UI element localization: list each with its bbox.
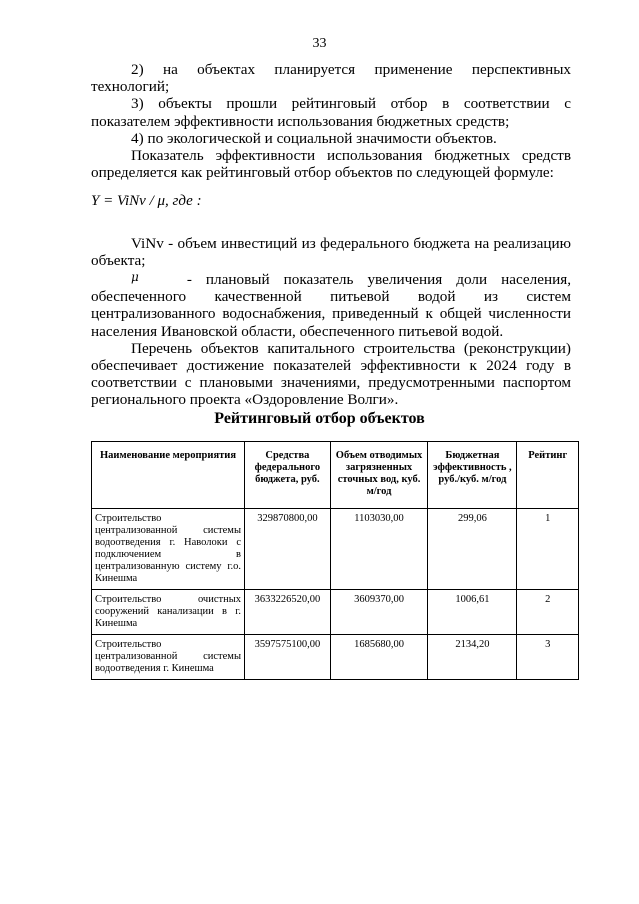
mu-definition: - плановый показатель увеличения доли населения, обеспеченного качественной питьевой водой из систем централизованного водоснабжения, приведенный к общей численности населения Ивановской области, обеспеченного питьевой водой.	[91, 271, 571, 340]
paragraph: 3) объекты прошли рейтинговый отбор в соответствии с показателем эффективности использования бюджетных средств;	[91, 95, 571, 130]
paragraph: Перечень объектов капитального строительства (реконструкции) обеспечивает достижение показателей эффективности к 2024 году в соответствии с плановыми значениями, предусмотренными паспортом регионального проекта «Оздоровление Волги».	[91, 339, 571, 409]
column-header: Рейтинг	[517, 442, 579, 509]
table-cell: 2134,20	[428, 635, 517, 680]
table-header-row	[92, 442, 579, 509]
table-cell: Строительство централизованной системы водоотведения г. Кинешма	[92, 635, 245, 680]
table-cell: 1103030,00	[330, 509, 428, 590]
paragraph: Показатель эффективности использования бюджетных средств определяется как рейтинговый отбор объектов по следующей формуле:	[91, 147, 571, 182]
table-cell: 329870800,00	[245, 509, 331, 590]
table-cell: 3597575100,00	[245, 635, 331, 680]
column-header: Наименование мероприятия	[92, 442, 245, 509]
table-title: Рейтинговый отбор объектов	[214, 410, 425, 427]
table-cell: 3633226520,00	[245, 590, 331, 635]
formula: Y = ViNv / μ, где :	[91, 193, 202, 210]
table-cell: 299,06	[428, 509, 517, 590]
column-header: Бюджетная эффективность , руб./куб. м/год	[428, 442, 517, 509]
column-header: Объем отводимых загрязненных сточных вод, куб. м/год	[330, 442, 428, 509]
table-cell: 1	[517, 509, 579, 590]
table-cell: Строительство очистных сооружений канализации в г. Кинешма	[92, 590, 245, 635]
paragraph: 2) на объектах планируется применение перспективных технологий;	[91, 61, 571, 96]
paragraph: 4) по экологической и социальной значимости объектов.	[131, 129, 497, 147]
table-row	[92, 509, 579, 590]
column-header: Средства федерального бюджета, руб.	[245, 442, 331, 509]
rating-table	[91, 441, 579, 680]
mu-symbol: μ	[131, 270, 139, 285]
paragraph	[91, 269, 571, 340]
table-cell: 1685680,00	[330, 635, 428, 680]
body-text	[91, 61, 571, 409]
table-row	[92, 635, 579, 680]
table-cell: 3609370,00	[330, 590, 428, 635]
table-row	[92, 590, 579, 635]
table-cell: 3	[517, 635, 579, 680]
table-cell: 1006,61	[428, 590, 517, 635]
paragraph: ViNv - объем инвестиций из федерального бюджета на реализацию объекта;	[91, 234, 571, 269]
table-cell: 2	[517, 590, 579, 635]
page-number: 33	[312, 36, 327, 51]
table-cell: Строительство централизованной системы водоотведения г. Наволоки с подключением в централизованную систему г.о. Кинешма	[92, 509, 245, 590]
